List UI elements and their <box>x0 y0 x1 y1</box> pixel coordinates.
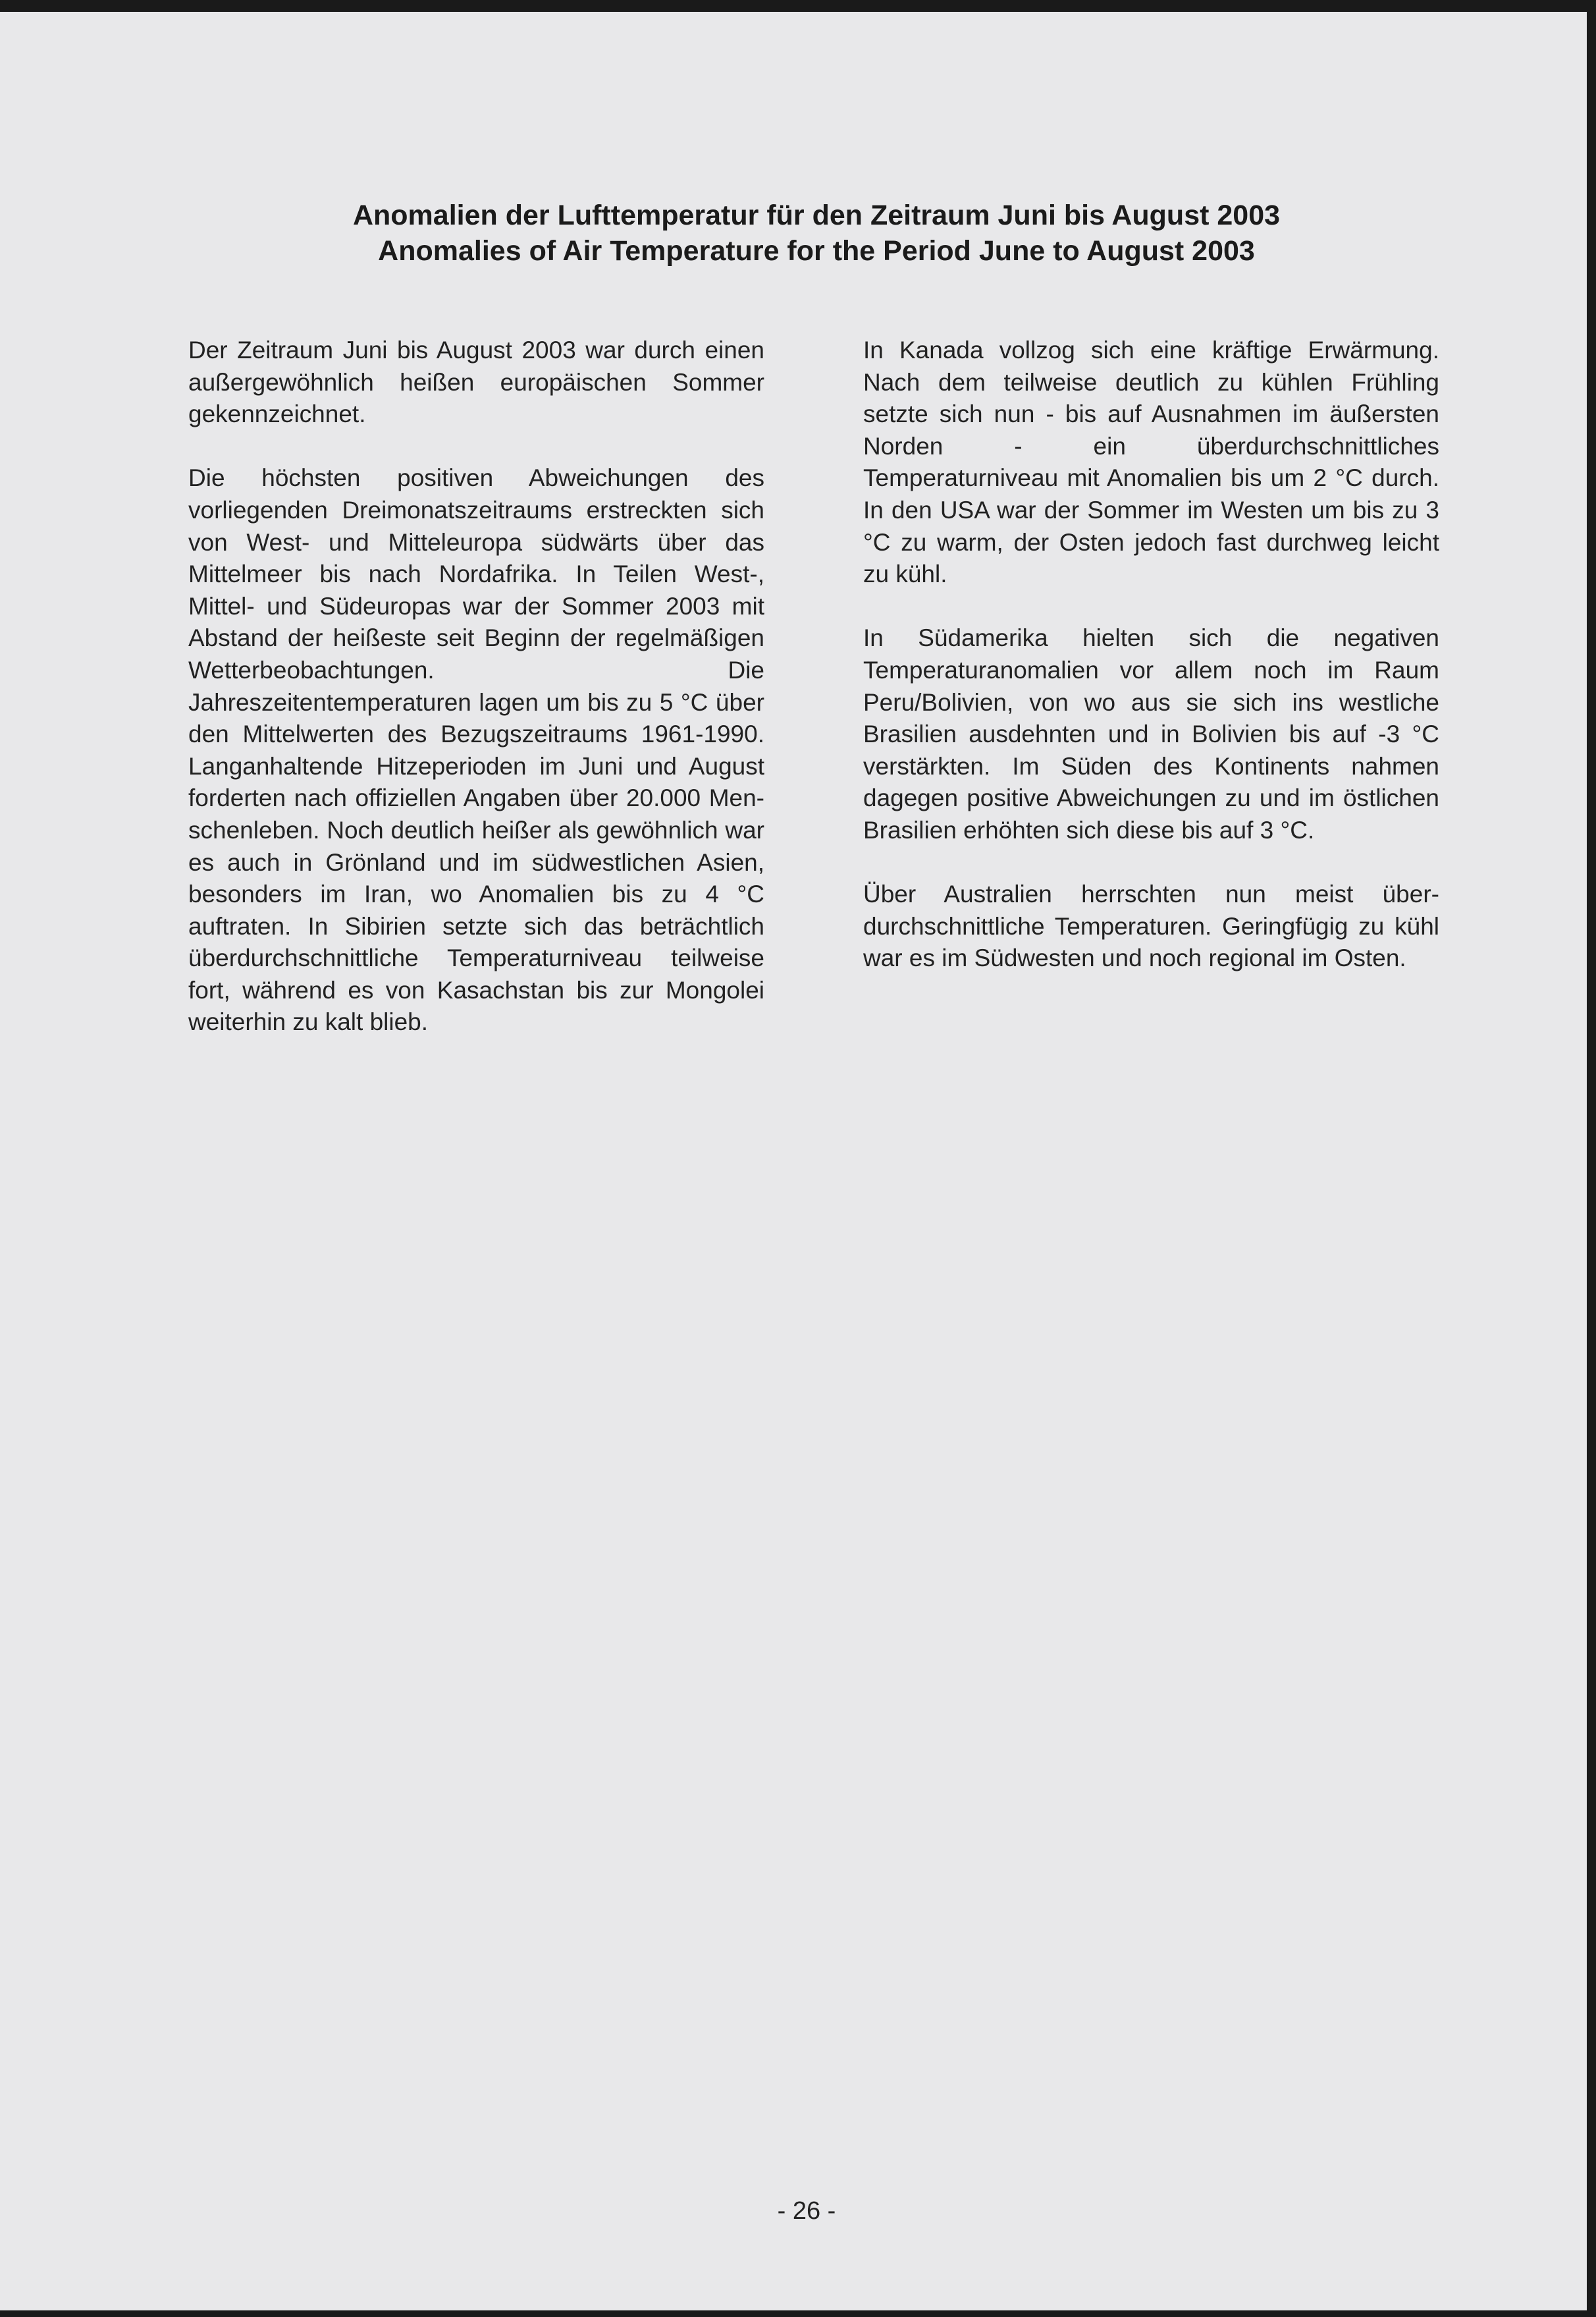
paragraph: In Südamerika hielten sich die negativen Temperaturanomalien vor allem noch im Raum Peru/Bolivien, von wo aus sie sich ins westliche Brasilien ausdehnten und in Bolivien bis auf -3 °C verstärkten. Im Süden des Kontinents nahmen dagegen positive Abweichungen zu und im östlichen Brasilien erhöhten sich diese bis auf 3 °C. <box>863 624 1439 844</box>
left-column <box>188 335 764 1071</box>
paragraph: Über Australien herrschten nun meist überdurchschnittliche Temperaturen. Geringfügig zu kühl war es im Südwesten und noch regional im Osten. <box>863 881 1439 972</box>
right-column <box>863 335 1439 1006</box>
title-block <box>0 198 1596 269</box>
document-page <box>0 12 1587 2310</box>
paragraph: Der Zeitraum Juni bis August 2003 war durch einen außergewöhnlich heißen europäischen Sommer gekennzeichnet. <box>188 337 764 428</box>
paragraph: Die höchsten positiven Abweichungen des vorliegenden Dreimonatszeitraums erstreckten sich von West- und Mitteleuropa südwärts über das Mittelmeer bis nach Nordafrika. In Teilen West-, Mittel- und Südeuropas war der Sommer 2003 mit Abstand der heißeste seit Beginn der regelmäßigen Wetterbeobachtungen. Die Jahreszeitentemperaturen lagen um bis zu 5 °C über den Mittelwerten des Bezugszeitraums 1961-1990. Langanhaltende Hitzeperioden im Juni und August forderten nach offiziellen Angaben über 20.000 Menschenleben. Noch deutlich heißer als gewöhnlich war es auch in Grönland und im südwestlichen Asien, besonders im Iran, wo Anomalien bis zu 4 °C auftraten. In Sibirien setzte sich das beträchtlich überdurchschnittliche Temperaturniveau teilweise fort, während es von Kasachstan bis zur Mongolei weiterhin zu kalt blieb. <box>188 464 764 1036</box>
title-german: Anomalien der Lufttemperatur für den Zeitraum Juni bis August 2003 <box>352 200 1281 231</box>
page-number: - 26 - <box>777 2197 836 2225</box>
title-english: Anomalies of Air Temperature for the Period June to August 2003 <box>378 235 1255 267</box>
paragraph: In Kanada vollzog sich eine kräftige Erwärmung. Nach dem teilweise deutlich zu kühlen Frühling setzte sich nun - bis auf Ausnahmen im äußersten Norden - ein überdurchschnittliches Temperaturniveau mit Anomalien bis um 2 °C durch. In den USA war der Sommer im Westen um bis zu 3 °C zu warm, der Osten jedoch fast durchweg leicht zu kühl. <box>863 337 1439 588</box>
